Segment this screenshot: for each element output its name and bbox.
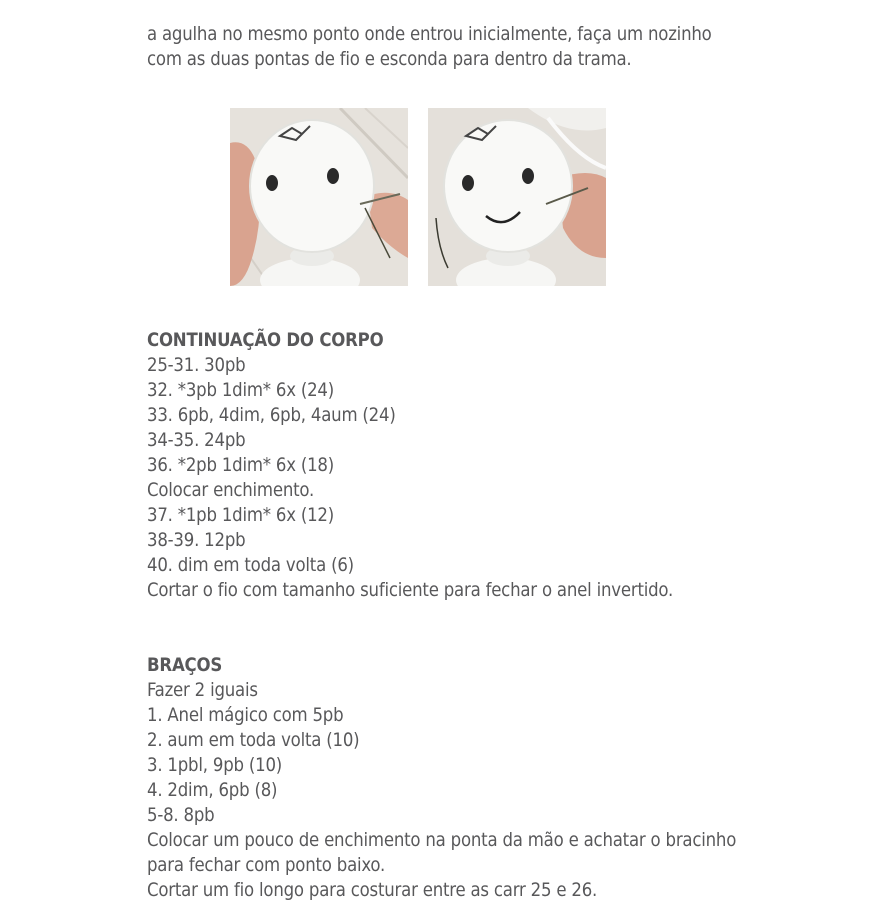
intro-paragraph <box>147 22 762 72</box>
instruction-line: Colocar enchimento. <box>147 480 315 501</box>
instruction-line: 4. 2dim, 6pb (8) <box>147 780 278 801</box>
instruction-line: para fechar com ponto baixo. <box>147 855 386 876</box>
instruction-line: 38-39. 12pb <box>147 530 246 551</box>
arms-section <box>147 653 762 903</box>
instruction-line: 5-8. 8pb <box>147 805 215 826</box>
instruction-line: Cortar o fio com tamanho suficiente para fechar o anel invertido. <box>147 580 674 601</box>
intro-line: a agulha no mesmo ponto onde entrou inicialmente, faça um nozinho <box>147 24 712 45</box>
instruction-line: 40. dim em toda volta (6) <box>147 555 354 576</box>
section-title: CONTINUAÇÃO DO CORPO <box>147 330 384 351</box>
instruction-line: 1. Anel mágico com 5pb <box>147 705 344 726</box>
photo-row <box>230 108 606 286</box>
instruction-line: Colocar um pouco de enchimento na ponta da mão e achatar o bracinho <box>147 830 737 851</box>
instruction-line: 32. *3pb 1dim* 6x (24) <box>147 380 335 401</box>
instruction-line: 3. 1pbl, 9pb (10) <box>147 755 283 776</box>
crochet-doll-head-photo <box>230 108 408 286</box>
instruction-line: 33. 6pb, 4dim, 6pb, 4aum (24) <box>147 405 396 426</box>
intro-line: com as duas pontas de fio e esconda para dentro da trama. <box>147 49 632 70</box>
instruction-line: 34-35. 24pb <box>147 430 246 451</box>
instruction-line: 2. aum em toda volta (10) <box>147 730 360 751</box>
instruction-line: 36. *2pb 1dim* 6x (18) <box>147 455 335 476</box>
section-title: BRAÇOS <box>147 655 223 676</box>
crochet-doll-embroidering-smile-photo <box>428 108 606 286</box>
body-continuation-section <box>147 328 762 603</box>
instruction-line: 25-31. 30pb <box>147 355 246 376</box>
instruction-line: Fazer 2 iguais <box>147 680 258 701</box>
instruction-line: 37. *1pb 1dim* 6x (12) <box>147 505 335 526</box>
instruction-line: Cortar um fio longo para costurar entre as carr 25 e 26. <box>147 880 598 901</box>
